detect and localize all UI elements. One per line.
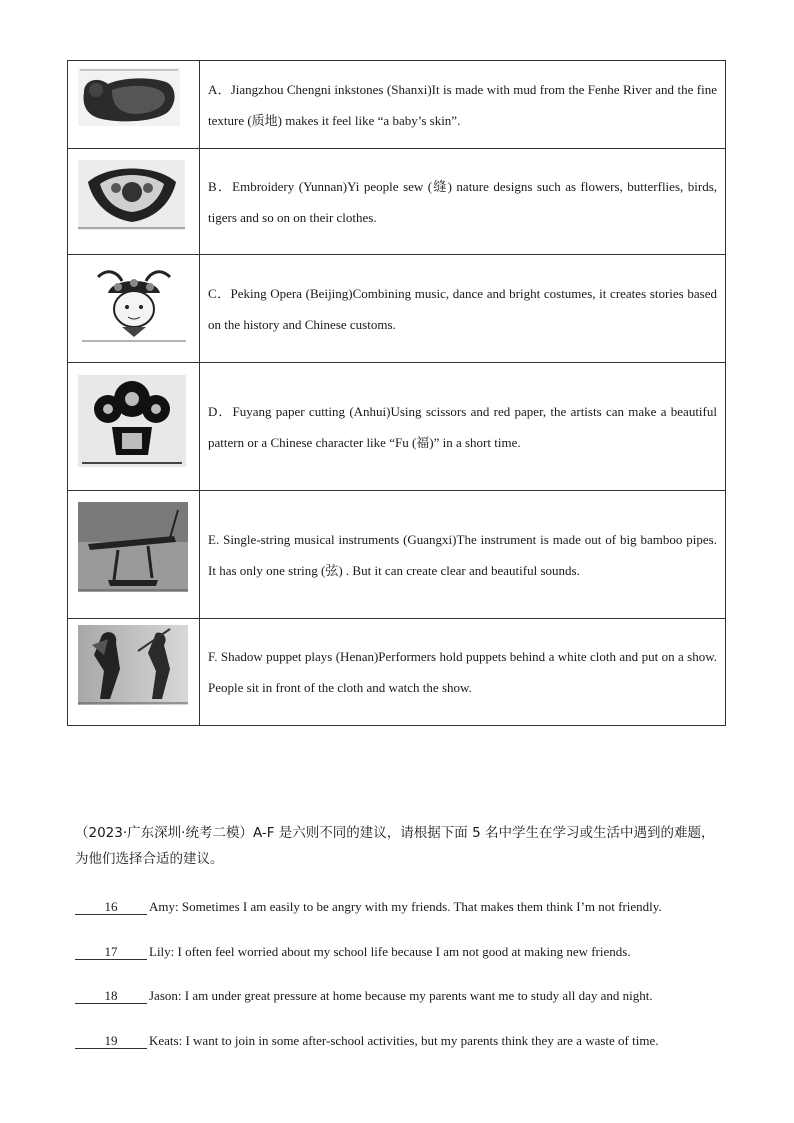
question-text: Amy: Sometimes I am easily to be angry with my friends. That makes them think I’m not friendly. (149, 899, 662, 914)
option-row-a (68, 61, 726, 149)
option-text-c: C．Peking Opera (Beijing)Combining music, dance and bright costumes, it creates stories based on the history and Chinese customs. (200, 255, 726, 363)
section-intro: （2023·广东深圳·统考二模）A-F 是六则不同的建议，请根据下面 5 名中学生在学习或生活中遇到的难题，为他们选择合适的建议。 (75, 825, 715, 867)
option-row-f (68, 619, 726, 726)
option-row-b (68, 149, 726, 255)
answer-blank[interactable]: 17 (75, 945, 147, 960)
image-cell (68, 363, 200, 491)
image-cell (68, 61, 200, 149)
image-cell (68, 149, 200, 255)
option-text-f: F. Shadow puppet plays (Henan)Performers hold puppets behind a white cloth and put on a show. People sit in front of the cloth and watch the show. (200, 619, 726, 726)
opera-mask-image (78, 263, 190, 343)
answer-blank[interactable]: 16 (75, 900, 147, 915)
image-cell (68, 491, 200, 619)
instrument-image (78, 502, 188, 592)
option-text-e: E. Single-string musical instruments (Guangxi)The instrument is made out of big bamboo pipes. It has only one string (弦) . But it can create clear and beautiful sounds. (200, 491, 726, 619)
option-text-a: A．Jiangzhou Chengni inkstones (Shanxi)It is made with mud from the Fenhe River and the fine texture (质地) makes it feel like “a baby’s skin”. (200, 61, 726, 149)
question-17 (75, 944, 631, 960)
option-row-c (68, 255, 726, 363)
image-cell (68, 619, 200, 726)
question-16 (75, 899, 662, 915)
question-text: Jason: I am under great pressure at home because my parents want me to study all day and night. (149, 988, 653, 1003)
question-text: Lily: I often feel worried about my school life because I am not good at making new friends. (149, 944, 631, 959)
option-row-e (68, 491, 726, 619)
answer-blank[interactable]: 19 (75, 1034, 147, 1049)
inkstone-image (78, 68, 180, 126)
paper-cutting-image (78, 375, 186, 467)
embroidery-image (78, 160, 185, 230)
option-row-d (68, 363, 726, 491)
image-cell (68, 255, 200, 363)
option-text-d: D．Fuyang paper cutting (Anhui)Using scissors and red paper, the artists can make a beautiful pattern or a Chinese character like “Fu (福)” in a short time. (200, 363, 726, 491)
question-19 (75, 1033, 659, 1049)
option-text-b: B．Embroidery (Yunnan)Yi people sew (缝) nature designs such as flowers, butterflies, birds, tigers and so on on their clothes. (200, 149, 726, 255)
question-18 (75, 988, 653, 1004)
answer-blank[interactable]: 18 (75, 989, 147, 1004)
options-table (67, 60, 726, 726)
shadow-puppet-image (78, 625, 188, 705)
question-text: Keats: I want to join in some after-school activities, but my parents think they are a waste of time. (149, 1033, 659, 1048)
